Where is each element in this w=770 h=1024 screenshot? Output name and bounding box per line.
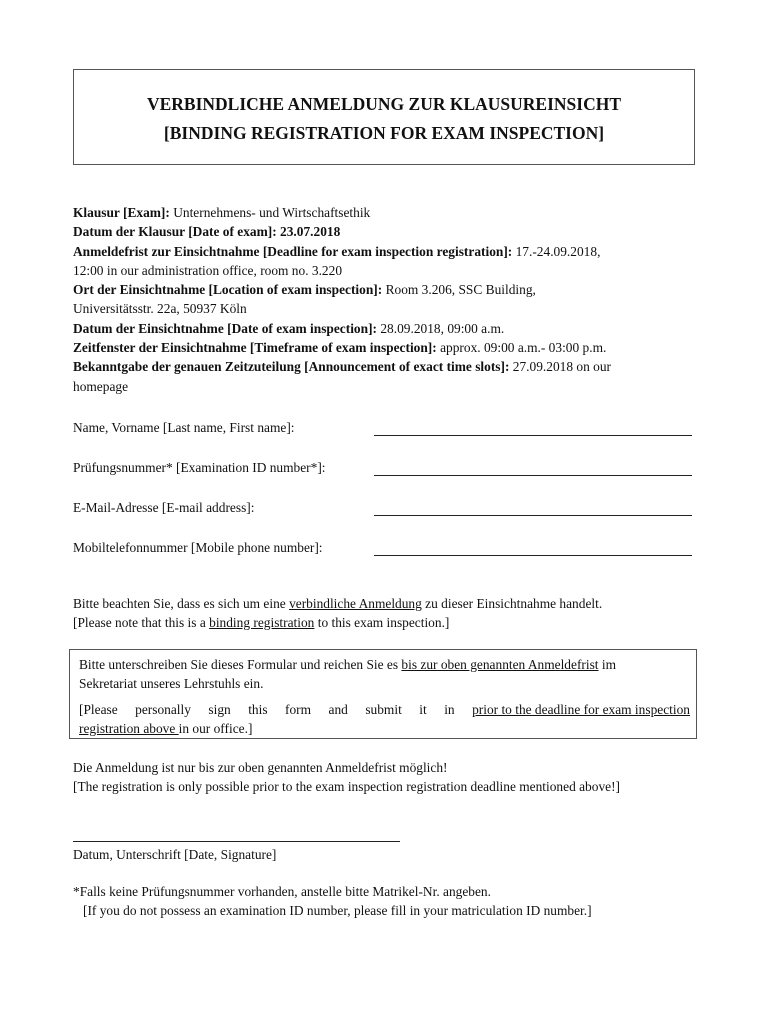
notice-en-word: sign	[208, 702, 231, 717]
notice-german-line2: Sekretariat unseres Lehrstuhls ein.	[79, 676, 264, 691]
notice-en-word: [Please	[79, 702, 118, 717]
email-field-label: E-Mail-Adresse [E-mail address]:	[73, 500, 255, 515]
notice-de-underlined: bis zur oben genannten Anmeldefrist	[401, 657, 599, 672]
location-value-cont: Universitätsstr. 22a, 50937 Köln	[73, 301, 247, 317]
deadline-value-cont: 12:00 in our administration office, room no. 3.220	[73, 262, 343, 278]
title-english: [BINDING REGISTRATION FOR EXAM INSPECTION]	[163, 123, 605, 143]
notice-english-line2	[79, 719, 690, 738]
notice-en-underlined-cont: registration above	[79, 721, 179, 736]
timeframe-label: Zeitfenster der Einsichtnahme [Timeframe of exam inspection]:	[73, 340, 437, 356]
notice-en-underlined: prior to the deadline for exam inspection	[472, 702, 690, 717]
exam-date: Datum der Klausur [Date of exam]: 23.07.2018	[73, 224, 341, 240]
inspection-date-label: Datum der Einsichtnahme [Date of exam inspection]:	[73, 320, 377, 336]
timeframe-value: approx. 09:00 a.m.- 03:00 p.m.	[440, 340, 607, 356]
signature-notice-box	[69, 649, 697, 739]
name-input-line[interactable]	[374, 435, 692, 436]
announcement-label: Bekanntgabe der genauen Zeitzuteilung [Announcement of exact time slots]:	[73, 359, 510, 375]
notice-en-word: personally	[135, 702, 191, 717]
exam-id-field	[73, 460, 695, 480]
notice-de-text: Bitte unterschreiben Sie dieses Formular und reichen Sie es	[79, 657, 402, 672]
announcement-value-cont: homepage	[73, 378, 129, 394]
deadline-value: 17.-24.09.2018,	[515, 243, 601, 259]
deadline-note	[73, 758, 703, 796]
binding-note-de-text: Bitte beachten Sie, dass es sich um eine	[73, 596, 290, 611]
binding-note-en-text-end: to this exam inspection.]	[314, 615, 450, 630]
announcement-row-cont	[73, 377, 703, 396]
binding-note-de-text-end: zu dieser Einsichtnahme handelt.	[421, 596, 603, 611]
inspection-date-value: 28.09.2018, 09:00 a.m.	[380, 320, 505, 336]
deadline-note-german: Die Anmeldung ist nur bis zur oben genannten Anmeldefrist möglich!	[73, 760, 448, 775]
mobile-input-line[interactable]	[374, 555, 692, 556]
notice-en-word: it	[419, 702, 427, 717]
binding-note	[73, 594, 703, 632]
announcement-value: 27.09.2018 on our	[512, 359, 611, 375]
exam-date-row	[73, 222, 703, 241]
notice-en-word: and	[328, 702, 348, 717]
location-label: Ort der Einsichtnahme [Location of exam inspection]:	[73, 282, 383, 298]
announcement-row	[73, 357, 703, 376]
email-input-line[interactable]	[374, 515, 692, 516]
deadline-note-english: [The registration is only possible prior to the exam inspection registration deadline mentioned above!]	[73, 779, 621, 794]
footnote-german: *Falls keine Prüfungsnummer vorhanden, anstelle bitte Matrikel-Nr. angeben.	[73, 884, 491, 899]
mobile-field	[73, 540, 695, 560]
inspection-date-row	[73, 319, 703, 338]
deadline-label: Anmeldefrist zur Einsichtnahme [Deadline for exam inspection registration]:	[73, 243, 513, 259]
document-title-box	[73, 69, 695, 165]
binding-note-german	[73, 594, 703, 613]
notice-en-word: in	[444, 702, 455, 717]
notice-en-word: submit	[365, 702, 402, 717]
binding-note-de-underlined: verbindliche Anmeldung	[289, 596, 422, 611]
binding-note-en-underlined: binding registration	[209, 615, 315, 630]
signature-line[interactable]	[73, 841, 400, 842]
timeframe-row	[73, 338, 703, 357]
exam-info-block	[73, 203, 703, 396]
notice-en-word: this	[248, 702, 268, 717]
exam-id-field-label: Prüfungsnummer* [Examination ID number*]:	[73, 460, 326, 475]
title-german: VERBINDLICHE ANMELDUNG ZUR KLAUSUREINSICHT	[146, 94, 622, 114]
binding-note-english	[73, 613, 703, 632]
location-row	[73, 280, 703, 299]
signature-label: Datum, Unterschrift [Date, Signature]	[73, 847, 277, 862]
binding-note-en-text: [Please note that this is a	[73, 615, 210, 630]
deadline-row	[73, 242, 703, 261]
location-row-cont	[73, 299, 703, 318]
name-field	[73, 420, 695, 440]
exam-id-input-line[interactable]	[374, 475, 692, 476]
exam-row	[73, 203, 703, 222]
email-field	[73, 500, 695, 520]
exam-value: Unternehmens- und Wirtschaftsethik	[173, 205, 371, 220]
name-field-label: Name, Vorname [Last name, First name]:	[73, 420, 295, 435]
notice-en-text-end: in our office.]	[178, 721, 253, 736]
footnote-english: [If you do not possess an examination ID number, please fill in your matriculation ID number.]	[83, 903, 592, 918]
notice-de-text-end: im	[598, 657, 616, 672]
exam-label: Klausur [Exam]:	[73, 205, 170, 220]
footnote	[73, 882, 703, 920]
notice-english-line1	[79, 700, 690, 719]
location-value: Room 3.206, SSC Building,	[385, 282, 536, 298]
notice-en-word: form	[285, 702, 312, 717]
notice-german-line1	[79, 655, 690, 674]
deadline-row-cont	[73, 261, 703, 280]
mobile-field-label: Mobiltelefonnummer [Mobile phone number]:	[73, 540, 323, 555]
